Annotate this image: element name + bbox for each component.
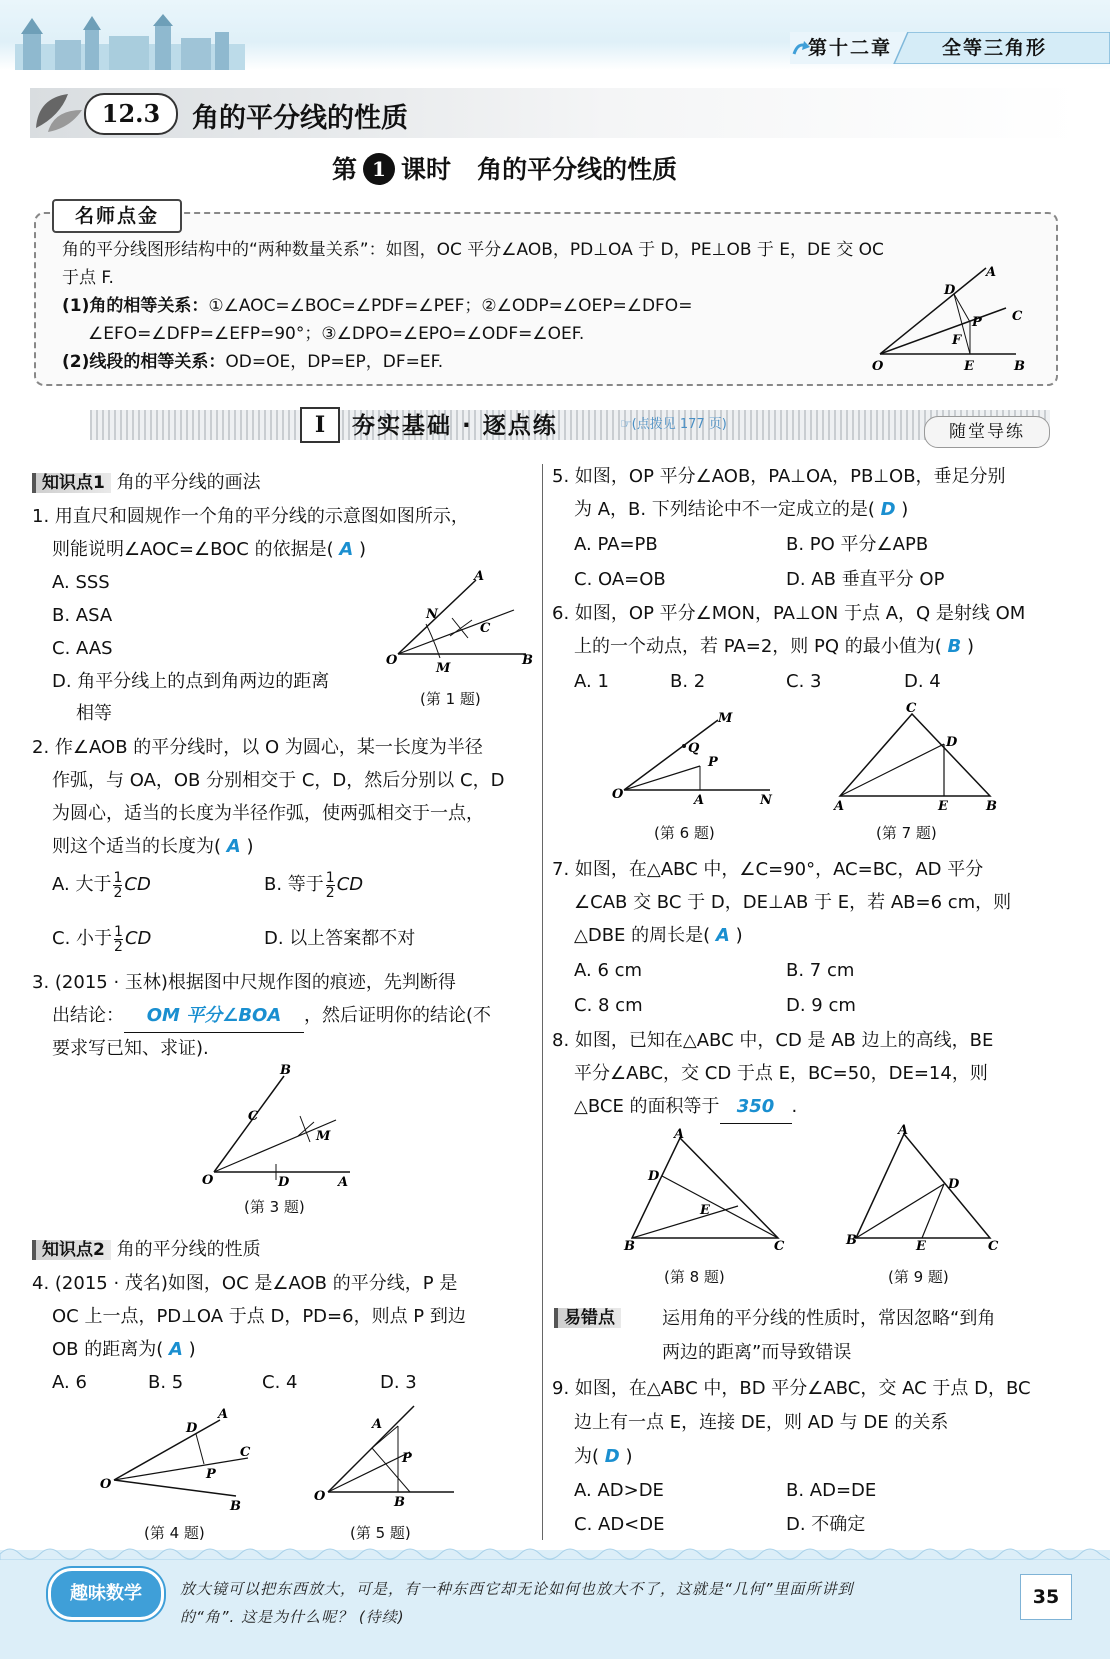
q2-option-d: D. 以上答案都不对 — [264, 928, 416, 949]
q9-option-c: C. AD<DE — [574, 1514, 665, 1535]
q4-option-c: C. 4 — [262, 1372, 298, 1393]
svg-text:C: C — [1012, 309, 1023, 324]
svg-text:O: O — [314, 1489, 326, 1504]
section-title: 角的平分线的性质 — [192, 103, 408, 134]
knowledge-point-2 — [32, 1235, 532, 1262]
svg-text:P: P — [708, 755, 718, 770]
part-number: I — [300, 407, 340, 443]
q2-option-b: B. 等于 $\frac{1}{2}$ CD — [264, 869, 364, 901]
q9-line-2: 边上有一点 E，连接 DE，则 AD 与 DE 的关系 — [574, 1412, 949, 1433]
q1-option-d-cont: 相等 — [76, 703, 112, 724]
q5-option-c: C. OA=OB — [574, 569, 666, 590]
svg-text:A: A — [338, 1175, 349, 1190]
kp-label: 角的平分线的画法 — [116, 472, 261, 493]
svg-text:Q: Q — [688, 741, 700, 756]
figure-7-caption: (第 7 题) — [876, 824, 937, 842]
svg-text:B: B — [986, 799, 997, 814]
q1-answer: A — [339, 539, 354, 560]
kp-label: 角的平分线的性质 — [116, 1239, 261, 1260]
q4-option-d: D. 3 — [380, 1372, 417, 1393]
q9-line-1: 9. 如图，在△ABC 中，BD 平分∠ABC，交 AC 于点 D，BC — [552, 1378, 1031, 1399]
q2-line-2: 作弧，与 OA，OB 分别相交于 C，D，然后分别以 C，D — [52, 770, 505, 791]
svg-text:D: D — [186, 1421, 198, 1436]
figure-9-caption: (第 9 题) — [888, 1268, 949, 1286]
q6-option-a: A. 1 — [574, 671, 609, 692]
tip-line-2: 于点 F. — [62, 268, 114, 288]
kp-tag: 知识点1 — [32, 473, 111, 493]
part-title: 夯实基础 · 逐点练 — [352, 413, 558, 439]
tip-line-5: (2)线段的相等关系：OD=OE，DP=EP，DF=EF. — [62, 352, 444, 372]
q4-line-2: OC 上一点，PD⊥OA 于点 D，PD=6，则点 P 到边 — [52, 1306, 466, 1327]
figure-4-caption: (第 4 题) — [144, 1524, 205, 1542]
hint-reference-link[interactable]: ☞(点拨见 177 页) — [620, 417, 727, 432]
knowledge-point-1 — [32, 468, 532, 495]
q8-line-3: △BCE 的面积等于 350 . — [574, 1090, 797, 1124]
q3-answer: OM 平分∠BOA — [124, 999, 304, 1033]
q1-option-b: B. ASA — [52, 605, 113, 626]
q9-option-b: B. AD=DE — [786, 1480, 877, 1501]
svg-text:F: F — [952, 333, 962, 348]
svg-text:B: B — [280, 1063, 291, 1078]
q5-line-2: 为 A，B. 下列结论中不一定成立的是( D ) — [574, 499, 909, 520]
svg-text:O: O — [872, 359, 884, 374]
q1-option-d: D. 角平分线上的点到角两边的距离 — [52, 671, 330, 692]
footer-text: 放大镜可以把东西放大，可是，有一种东西它却无论如何也放大不了，这就是“几何”里面所讲到 的“角”. 这是为什么呢？ (待续) — [180, 1580, 854, 1626]
footer-wave — [0, 1540, 1110, 1560]
q7-option-a: A. 6 cm — [574, 960, 643, 981]
figure-8 — [618, 1128, 788, 1250]
svg-text:A: A — [834, 799, 845, 814]
q4-line-1: 4. (2015 · 茂名)如图，OC 是∠AOB 的平分线，P 是 — [32, 1273, 458, 1294]
q4-option-b: B. 5 — [148, 1372, 184, 1393]
q3-line-1: 3. (2015 · 玉林)根据图中尺规作图的痕迹，先判断得 — [32, 972, 456, 993]
section-bar — [30, 88, 1080, 138]
part-side-tag: 随堂导练 — [924, 416, 1050, 448]
fun-math-logo: 趣味数学 — [48, 1568, 164, 1620]
figure-9 — [842, 1124, 1002, 1250]
svg-text:A: A — [986, 265, 997, 280]
svg-text:B: B — [230, 1499, 241, 1510]
q6-answer: B — [947, 636, 962, 657]
q2-line-1: 2. 作∠AOB 的平分线时，以 O 为圆心，某一长度为半径 — [32, 737, 483, 758]
q7-answer: A — [715, 925, 730, 946]
q7-line-2: ∠CAB 交 BC 于 D，DE⊥AB 于 E，若 AB=6 cm，则 — [574, 892, 1012, 913]
svg-text:O: O — [202, 1173, 214, 1188]
svg-text:A: A — [372, 1417, 383, 1432]
q9-answer: D — [604, 1446, 620, 1467]
error-point-line-1: 运用角的平分线的性质时，常因忽略“到角 — [662, 1308, 996, 1329]
q6-line-2: 上的一个动点，若 PA=2，则 PQ 的最小值为( B ) — [574, 636, 974, 657]
q2-answer: A — [226, 836, 241, 857]
q1-option-c: C. AAS — [52, 638, 113, 659]
q5-answer: D — [880, 499, 896, 520]
figure-6-caption: (第 6 题) — [654, 824, 715, 842]
svg-text:E: E — [938, 799, 948, 814]
q1-line-1: 1. 用直尺和圆规作一个角的平分线的示意图如图所示， — [32, 506, 469, 527]
kp-tag: 知识点2 — [32, 1240, 111, 1260]
svg-text:D: D — [944, 283, 956, 298]
q4-line-3: OB 的距离为( A ) — [52, 1339, 196, 1360]
svg-text:C: C — [248, 1109, 259, 1124]
svg-text:C: C — [774, 1239, 785, 1250]
lesson-index-badge: 1 — [363, 153, 395, 185]
q9-option-d: D. 不确定 — [786, 1514, 866, 1535]
q7-line-3: △DBE 的周长是( A ) — [574, 925, 743, 946]
section-number: 12.3 — [84, 93, 178, 135]
svg-text:O: O — [100, 1477, 112, 1492]
svg-text:M: M — [436, 661, 451, 676]
figure-5-caption: (第 5 题) — [350, 1524, 411, 1542]
q1-line-2: 则能说明∠AOC=∠BOC 的依据是( A ) — [52, 539, 367, 560]
figure-7 — [826, 700, 1006, 814]
svg-text:D: D — [278, 1175, 290, 1190]
svg-text:B: B — [1014, 359, 1025, 374]
q5-line-1: 5. 如图，OP 平分∠AOB，PA⊥OA，PB⊥OB，垂足分别 — [552, 466, 1006, 487]
q7-line-1: 7. 如图，在△ABC 中，∠C=90°，AC=BC，AD 平分 — [552, 859, 984, 880]
svg-text:P: P — [206, 1467, 216, 1482]
svg-text:N: N — [426, 607, 438, 622]
svg-text:M: M — [316, 1129, 331, 1144]
q6-line-1: 6. 如图，OP 平分∠MON，PA⊥ON 于点 A，Q 是射线 OM — [552, 603, 1026, 624]
q5-option-b: B. PO 平分∠APB — [786, 534, 929, 555]
q6-option-c: C. 3 — [786, 671, 822, 692]
figure-3-caption: (第 3 题) — [244, 1198, 305, 1216]
castle-illustration — [15, 14, 245, 70]
figure-3 — [200, 1060, 360, 1190]
chapter-label: 第十二章 — [808, 37, 893, 59]
svg-text:E: E — [964, 359, 974, 374]
svg-text:B: B — [624, 1239, 635, 1250]
q8-answer: 350 — [720, 1090, 792, 1124]
svg-text:N: N — [760, 793, 772, 808]
svg-text:P: P — [402, 1451, 412, 1466]
q8-line-2: 平分∠ABC，交 CD 于点 E，BC=50，DE=14，则 — [574, 1063, 988, 1084]
tip-line-3: (1)角的相等关系：①∠AOC=∠BOC=∠PDF=∠PEF；②∠ODP=∠OEP=∠DFO= — [62, 296, 693, 316]
q4-answer: A — [169, 1339, 183, 1360]
svg-text:P: P — [972, 315, 982, 330]
error-point-line-2: 两边的距离”而导致错误 — [662, 1342, 852, 1363]
svg-text:O: O — [386, 653, 398, 668]
figure-6 — [610, 704, 780, 814]
error-point-tag: 易错点 — [554, 1306, 621, 1330]
page-number: 35 — [1020, 1574, 1072, 1620]
q9-line-3: 为( D ) — [574, 1446, 633, 1467]
svg-text:C: C — [480, 621, 491, 636]
svg-text:A: A — [218, 1407, 229, 1422]
column-divider — [542, 464, 543, 1540]
svg-text:A: A — [694, 793, 705, 808]
svg-text:B: B — [394, 1495, 405, 1510]
svg-text:A: A — [674, 1128, 685, 1142]
q6-option-d: D. 4 — [904, 671, 941, 692]
tip-figure — [866, 262, 1046, 374]
q3-line-2: 出结论： OM 平分∠BOA ，然后证明你的结论(不 — [52, 999, 491, 1033]
svg-text:C: C — [988, 1239, 999, 1250]
part-bar — [90, 410, 1050, 440]
figure-1 — [386, 566, 536, 676]
tip-line-4: ∠EFO=∠DFP=∠EFP=90°；③∠DPO=∠EPO=∠ODF=∠OEF. — [88, 324, 585, 344]
q7-option-b: B. 7 cm — [786, 960, 855, 981]
tip-tag: 名师点金 — [52, 199, 182, 233]
figure-1-caption: (第 1 题) — [420, 690, 481, 708]
figure-8-caption: (第 8 题) — [664, 1268, 725, 1286]
svg-text:C: C — [906, 701, 917, 716]
q2-line-3: 为圆心，适当的长度为半径作弧，使两弧相交于一点， — [52, 803, 484, 824]
q5-option-d: D. AB 垂直平分 OP — [786, 569, 945, 590]
figure-5 — [314, 1400, 464, 1510]
q9-option-a: A. AD>DE — [574, 1480, 664, 1501]
q2-line-4: 则这个适当的长度为( A ) — [52, 836, 254, 857]
svg-text:O: O — [612, 787, 624, 802]
q4-option-a: A. 6 — [52, 1372, 87, 1393]
q2-option-a: A. 大于 $\frac{1}{2}$ CD — [52, 869, 151, 901]
q6-option-b: B. 2 — [670, 671, 706, 692]
q1-option-a: A. SSS — [52, 572, 110, 593]
svg-text:D: D — [648, 1169, 660, 1184]
svg-text:E: E — [700, 1203, 710, 1218]
q7-option-c: C. 8 cm — [574, 995, 643, 1016]
svg-text:D: D — [946, 735, 958, 750]
q7-option-d: D. 9 cm — [786, 995, 856, 1016]
svg-text:B: B — [846, 1233, 857, 1248]
svg-text:E: E — [916, 1239, 926, 1250]
q3-line-3: 要求写已知、求证). — [52, 1038, 209, 1059]
figure-4 — [100, 1404, 260, 1510]
q5-option-a: A. PA=PB — [574, 534, 658, 555]
lesson-heading: 第 1 课时 角的平分线的性质 — [332, 155, 678, 184]
svg-text:A: A — [474, 569, 485, 584]
svg-text:A: A — [898, 1124, 909, 1138]
q8-line-1: 8. 如图，已知在△ABC 中，CD 是 AB 边上的高线，BE — [552, 1030, 994, 1051]
svg-text:C: C — [240, 1445, 251, 1460]
svg-text:B: B — [522, 653, 533, 668]
svg-text:D: D — [948, 1177, 960, 1192]
leaf-icon — [28, 88, 88, 136]
q2-option-c: C. 小于 $\frac{1}{2}$ CD — [52, 923, 152, 955]
tip-line-1: 角的平分线图形结构中的“两种数量关系”：如图，OC 平分∠AOB，PD⊥OA 于 D，PE⊥OB 于 E，DE 交 OC — [62, 240, 884, 260]
svg-text:M: M — [718, 711, 733, 726]
chapter-topic: 全等三角形 — [942, 37, 1048, 59]
